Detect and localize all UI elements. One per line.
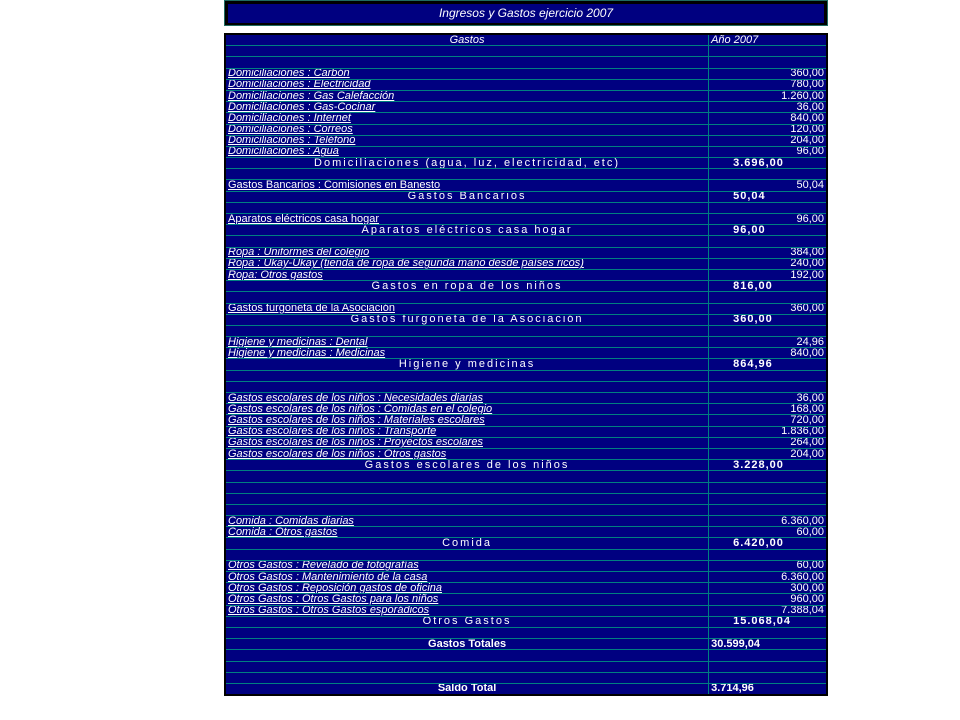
row-value-cell[interactable]: 840,00 (709, 348, 827, 359)
empty-row (225, 202, 827, 213)
row-label-cell[interactable] (225, 236, 709, 247)
row-label-cell[interactable] (225, 370, 709, 381)
empty-row (225, 46, 827, 57)
row-value-cell[interactable] (709, 471, 827, 482)
sheet-title-bar (224, 0, 828, 26)
table-row (225, 180, 827, 191)
row-label-cell[interactable]: Domiciliaciones : Electricidad (225, 79, 709, 90)
row-value-cell[interactable] (709, 504, 827, 515)
row-label-cell[interactable] (225, 292, 709, 303)
row-label-cell[interactable]: Gastos escolares de los niños (225, 460, 709, 471)
row-label-cell[interactable]: Domiciliaciones : Teléfono (225, 135, 709, 146)
row-label-cell[interactable]: Ropa : Ukay-Ukay (tienda de ropa de segunda mano desde países ricos) (225, 258, 709, 269)
subtotal-row (225, 359, 827, 370)
table-row (225, 560, 827, 571)
row-value-cell[interactable] (709, 650, 827, 661)
table-row (225, 337, 827, 348)
row-value-cell[interactable] (709, 202, 827, 213)
expenses-table (224, 33, 828, 696)
row-label-cell[interactable] (225, 169, 709, 180)
row-value-cell[interactable] (709, 482, 827, 493)
row-label-cell[interactable] (225, 650, 709, 661)
header-year[interactable]: Año 2007 (709, 34, 827, 46)
row-value-cell[interactable] (709, 661, 827, 672)
row-label-cell[interactable]: Gastos escolares de los niños : Necesidades diarias (225, 393, 709, 404)
sheet-title: Ingresos y Gastos ejercicio 2007 (228, 4, 824, 23)
empty-row (225, 325, 827, 336)
row-value-cell[interactable]: 360,00 (709, 303, 827, 314)
empty-row (225, 292, 827, 303)
empty-row (225, 627, 827, 638)
row-label-cell[interactable] (225, 57, 709, 68)
row-value-cell[interactable]: 60,00 (709, 527, 827, 538)
row-label-cell[interactable] (225, 661, 709, 672)
table-row (225, 247, 827, 258)
empty-row (225, 672, 827, 683)
subtotal-row (225, 460, 827, 471)
header-gastos[interactable]: Gastos (225, 34, 709, 46)
table-row (225, 79, 827, 90)
subtotal-row (225, 225, 827, 236)
row-value-cell[interactable]: 1.260,00 (709, 90, 827, 101)
row-value-cell[interactable]: 3.714,96 (709, 683, 827, 695)
table-row (225, 448, 827, 459)
empty-row (225, 493, 827, 504)
row-label-cell[interactable]: Gastos Bancarios : Comisiones en Banesto (225, 180, 709, 191)
row-label-cell[interactable]: Saldo Total (225, 683, 709, 695)
table-row (225, 258, 827, 269)
row-value-cell[interactable]: 240,00 (709, 258, 827, 269)
table-row (225, 572, 827, 583)
row-value-cell[interactable]: 264,00 (709, 437, 827, 448)
row-label-cell[interactable]: Domiciliaciones : Internet (225, 113, 709, 124)
row-value-cell[interactable] (709, 493, 827, 504)
row-value-cell[interactable]: 816,00 (709, 281, 827, 292)
empty-row (225, 370, 827, 381)
row-value-cell[interactable]: 96,00 (709, 214, 827, 225)
row-label-cell[interactable] (225, 46, 709, 57)
row-value-cell[interactable]: 300,00 (709, 583, 827, 594)
row-value-cell[interactable]: 384,00 (709, 247, 827, 258)
row-value-cell[interactable]: 120,00 (709, 124, 827, 135)
row-label-cell[interactable]: Aparatos eléctricos casa hogar (225, 225, 709, 236)
empty-row (225, 381, 827, 392)
row-value-cell[interactable]: 864,96 (709, 359, 827, 370)
row-value-cell[interactable] (709, 672, 827, 683)
row-value-cell[interactable]: 7.388,04 (709, 605, 827, 616)
row-value-cell[interactable]: 840,00 (709, 113, 827, 124)
row-value-cell[interactable]: 96,00 (709, 225, 827, 236)
row-label-cell[interactable] (225, 471, 709, 482)
row-value-cell[interactable] (709, 46, 827, 57)
row-value-cell[interactable] (709, 169, 827, 180)
row-value-cell[interactable]: 1.836,00 (709, 426, 827, 437)
table-row (225, 516, 827, 527)
row-value-cell[interactable]: 50,04 (709, 191, 827, 202)
row-label-cell[interactable]: Higiene y medicinas (225, 359, 709, 370)
row-label-cell[interactable]: Gastos Bancarios (225, 191, 709, 202)
row-value-cell[interactable]: 60,00 (709, 560, 827, 571)
row-label-cell[interactable]: Domiciliaciones : Gas-Cocinar (225, 102, 709, 113)
row-value-cell[interactable] (709, 236, 827, 247)
row-value-cell[interactable]: 204,00 (709, 135, 827, 146)
row-label-cell[interactable]: Otros Gastos : Mantenimiento de la casa (225, 572, 709, 583)
row-value-cell[interactable] (709, 627, 827, 638)
row-value-cell[interactable]: 360,00 (709, 314, 827, 325)
table-row (225, 68, 827, 79)
row-label-cell[interactable]: Gastos escolares de los niños : Transporte (225, 426, 709, 437)
subtotal-row (225, 314, 827, 325)
row-label-cell[interactable] (225, 482, 709, 493)
row-label-cell[interactable]: Otros Gastos (225, 616, 709, 627)
row-value-cell[interactable]: 204,00 (709, 448, 827, 459)
row-label-cell[interactable]: Gastos escolares de los niños : Comidas en el colegio (225, 404, 709, 415)
empty-row (225, 504, 827, 515)
row-label-cell[interactable]: Otros Gastos : Reposición gastos de oficina (225, 583, 709, 594)
row-value-cell[interactable]: 3.696,00 (709, 158, 827, 169)
row-value-cell[interactable]: 96,00 (709, 146, 827, 157)
row-value-cell[interactable]: 24,96 (709, 337, 827, 348)
row-value-cell[interactable] (709, 381, 827, 392)
row-label-cell[interactable]: Gastos furgoneta de la Asociación (225, 303, 709, 314)
total-row (225, 683, 827, 695)
row-value-cell[interactable]: 192,00 (709, 269, 827, 280)
table-row (225, 426, 827, 437)
table-row (225, 113, 827, 124)
table-row (225, 437, 827, 448)
row-value-cell[interactable]: 960,00 (709, 594, 827, 605)
subtotal-row (225, 538, 827, 549)
table-row (225, 124, 827, 135)
row-label-cell[interactable] (225, 202, 709, 213)
row-label-cell[interactable]: Gastos Totales (225, 639, 709, 650)
total-row (225, 639, 827, 650)
empty-row (225, 650, 827, 661)
table-row (225, 214, 827, 225)
row-label-cell[interactable]: Domiciliaciones (agua, luz, electricidad, etc) (225, 158, 709, 169)
row-value-cell[interactable]: 3.228,00 (709, 460, 827, 471)
row-value-cell[interactable] (709, 549, 827, 560)
table-row (225, 527, 827, 538)
table-row (225, 605, 827, 616)
row-value-cell[interactable]: 780,00 (709, 79, 827, 90)
subtotal-row (225, 191, 827, 202)
row-value-cell[interactable]: 6.360,00 (709, 572, 827, 583)
row-label-cell[interactable]: Comida : Otros gastos (225, 527, 709, 538)
table-row (225, 102, 827, 113)
table-row (225, 393, 827, 404)
table-row (225, 90, 827, 101)
row-label-cell[interactable] (225, 325, 709, 336)
empty-row (225, 549, 827, 560)
row-value-cell[interactable]: 360,00 (709, 68, 827, 79)
row-label-cell[interactable] (225, 504, 709, 515)
row-value-cell[interactable] (709, 292, 827, 303)
row-label-cell[interactable]: Gastos escolares de los niños : Proyectos escolares (225, 437, 709, 448)
empty-row (225, 57, 827, 68)
header-row (225, 34, 827, 46)
table-row (225, 594, 827, 605)
row-value-cell[interactable]: 6.360,00 (709, 516, 827, 527)
row-value-cell[interactable]: 36,00 (709, 102, 827, 113)
row-label-cell[interactable]: Otros Gastos : Otros Gastos esporádicos (225, 605, 709, 616)
table-row (225, 583, 827, 594)
row-label-cell[interactable] (225, 549, 709, 560)
row-label-cell[interactable] (225, 493, 709, 504)
row-label-cell[interactable]: Domiciliaciones : Agua (225, 146, 709, 157)
row-label-cell[interactable]: Domiciliaciones : Gas Calefacción (225, 90, 709, 101)
table-row (225, 404, 827, 415)
empty-row (225, 482, 827, 493)
row-label-cell[interactable]: Domiciliaciones : Carbón (225, 68, 709, 79)
row-label-cell[interactable]: Comida : Comidas diarias (225, 516, 709, 527)
subtotal-row (225, 281, 827, 292)
empty-row (225, 169, 827, 180)
table-row (225, 348, 827, 359)
table-row (225, 269, 827, 280)
row-label-cell[interactable]: Gastos furgoneta de la Asociación (225, 314, 709, 325)
row-label-cell[interactable]: Higiene y medicinas : Medicinas (225, 348, 709, 359)
row-value-cell[interactable]: 50,04 (709, 180, 827, 191)
row-value-cell[interactable] (709, 370, 827, 381)
row-label-cell[interactable]: Ropa: Otros gastos (225, 269, 709, 280)
subtotal-row (225, 616, 827, 627)
empty-row (225, 236, 827, 247)
table-row (225, 303, 827, 314)
row-value-cell[interactable]: 6.420,00 (709, 538, 827, 549)
row-label-cell[interactable]: Aparatos eléctricos casa hogar (225, 214, 709, 225)
row-value-cell[interactable]: 30.599,04 (709, 639, 827, 650)
row-value-cell[interactable]: 15.068,04 (709, 616, 827, 627)
row-value-cell[interactable] (709, 325, 827, 336)
row-label-cell[interactable]: Otros Gastos : Otros Gastos para los niños (225, 594, 709, 605)
row-label-cell[interactable]: Otros Gastos : Revelado de fotografías (225, 560, 709, 571)
row-label-cell[interactable] (225, 672, 709, 683)
row-label-cell[interactable]: Gastos en ropa de los niños (225, 281, 709, 292)
row-value-cell[interactable]: 168,00 (709, 404, 827, 415)
row-label-cell[interactable]: Comida (225, 538, 709, 549)
subtotal-row (225, 158, 827, 169)
table-row (225, 415, 827, 426)
row-label-cell[interactable]: Gastos escolares de los niños : Otros gastos (225, 448, 709, 459)
empty-row (225, 661, 827, 672)
row-value-cell[interactable]: 720,00 (709, 415, 827, 426)
row-label-cell[interactable]: Higiene y medicinas : Dental (225, 337, 709, 348)
row-value-cell[interactable]: 36,00 (709, 393, 827, 404)
row-label-cell[interactable] (225, 627, 709, 638)
row-label-cell[interactable]: Gastos escolares de los niños : Materiales escolares (225, 415, 709, 426)
empty-row (225, 471, 827, 482)
row-value-cell[interactable] (709, 57, 827, 68)
table-row (225, 146, 827, 157)
row-label-cell[interactable] (225, 381, 709, 392)
table-row (225, 135, 827, 146)
row-label-cell[interactable]: Ropa : Uniformes del colegio (225, 247, 709, 258)
row-label-cell[interactable]: Domiciliaciones : Correos (225, 124, 709, 135)
